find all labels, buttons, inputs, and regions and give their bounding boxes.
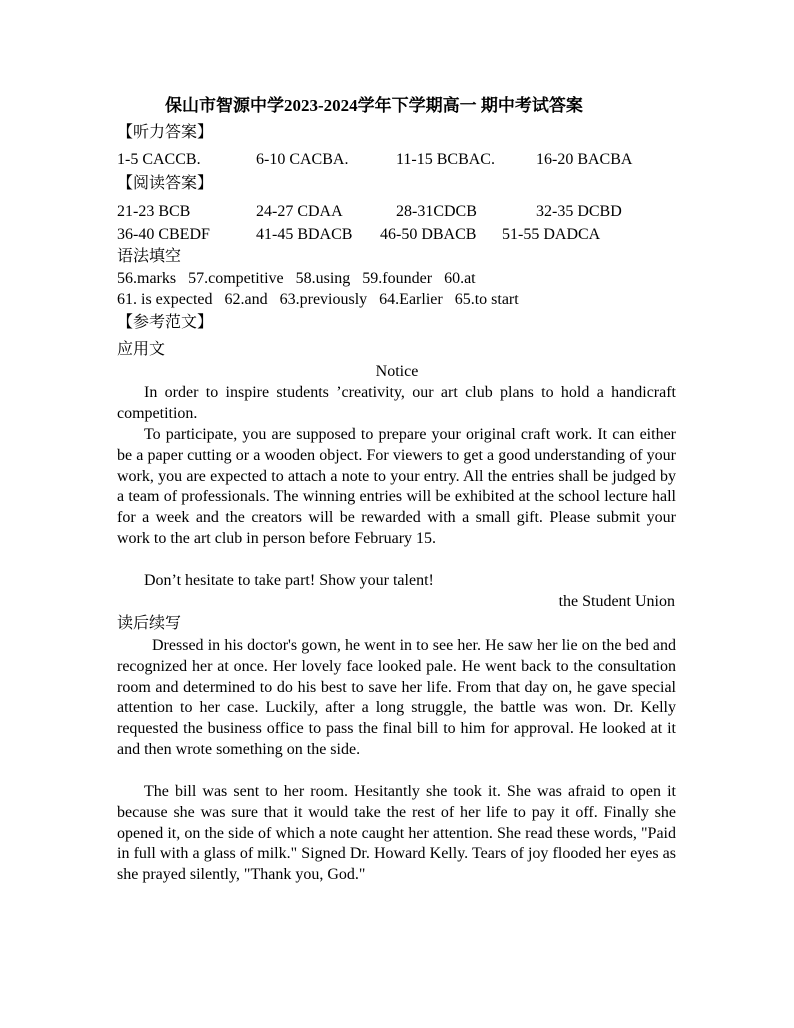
continuation-paragraph-1	[117, 636, 676, 761]
notice-signature: the Student Union	[558, 593, 675, 610]
reading-answer-6: 41-45 BDACB	[256, 226, 353, 243]
grammar-answers-line-1: 56.marks 57.competitive 58.using 59.founder 60.at	[117, 270, 476, 287]
reading-answer-2: 24-27 CDAA	[256, 203, 343, 220]
reading-answer-1: 21-23 BCB	[117, 203, 191, 220]
listening-answer-1: 1-5 CACCB.	[117, 151, 201, 168]
notice-paragraph-1	[117, 383, 676, 425]
practical-writing-label: 应用文	[117, 341, 166, 358]
listening-answer-3: 11-15 BCBAC.	[396, 151, 495, 168]
listening-answer-2: 6-10 CACBA.	[256, 151, 349, 168]
notice-paragraph-3: Don’t hesitate to take part! Show your talent!	[144, 572, 434, 589]
notice-title: Notice	[375, 363, 419, 380]
continuation-paragraph-2-text: The bill was sent to her room. Hesitantly she took it. She was afraid to open it because she was sure that it would take the rest of her life to pay it off. Finally she opened it, on the side of which a note caught her attention. She read these words, "Paid in full with a glass of milk." Signed Dr. Howard Kelly. Tears of joy flooded her eyes as she prayed silently, "Thank you, God."	[117, 783, 676, 884]
reading-answer-4: 32-35 DCBD	[536, 203, 622, 220]
notice-paragraph-2-text: To participate, you are supposed to prepare your original craft work. It can either be a paper cutting or a wooden object. For viewers to get a good understanding of your work, you are expected to attach a note to your entry. All the entries shall be judged by a team of professionals. The winning entries will be exhibited at the school lecture hall for a week and the creators will be rewarded with a small gift. Please submit your work to the art club in person before February 15.	[117, 426, 676, 547]
reading-answer-5: 36-40 CBEDF	[117, 226, 210, 243]
continuation-paragraph-1-text: Dressed in his doctor's gown, he went in to see her. He saw her lie on the bed and recognized her at once. Her lovely face looked pale. He went back to the consultation room and determined to do his best to save her life. From that day on, he gave special attention to her case. Luckily, after a long struggle, the battle was won. Dr. Kelly requested the business office to pass the final bill to him for approval. He looked at it and then wrote something on the side.	[117, 637, 676, 758]
page-title: 保山市智源中学2023-2024学年下学期高一 期中考试答案	[165, 96, 583, 115]
notice-paragraph-1-text: In order to inspire students ’creativity, our art club plans to hold a handicraft competition.	[117, 384, 676, 422]
listening-answer-4: 16-20 BACBA	[536, 151, 633, 168]
reading-answer-8: 51-55 DADCA	[502, 226, 601, 243]
notice-paragraph-2	[117, 425, 676, 550]
continuation-paragraph-2	[117, 782, 676, 886]
grammar-heading: 语法填空	[117, 248, 182, 265]
reading-answer-7: 46-50 DBACB	[380, 226, 477, 243]
listening-heading: 【听力答案】	[117, 124, 214, 141]
continuation-writing-label: 读后续写	[117, 615, 182, 632]
grammar-answers-line-2: 61. is expected 62.and 63.previously 64.Earlier 65.to start	[117, 291, 519, 308]
reading-heading: 【阅读答案】	[117, 175, 214, 192]
essay-heading: 【参考范文】	[117, 314, 214, 331]
reading-answer-3: 28-31CDCB	[396, 203, 477, 220]
